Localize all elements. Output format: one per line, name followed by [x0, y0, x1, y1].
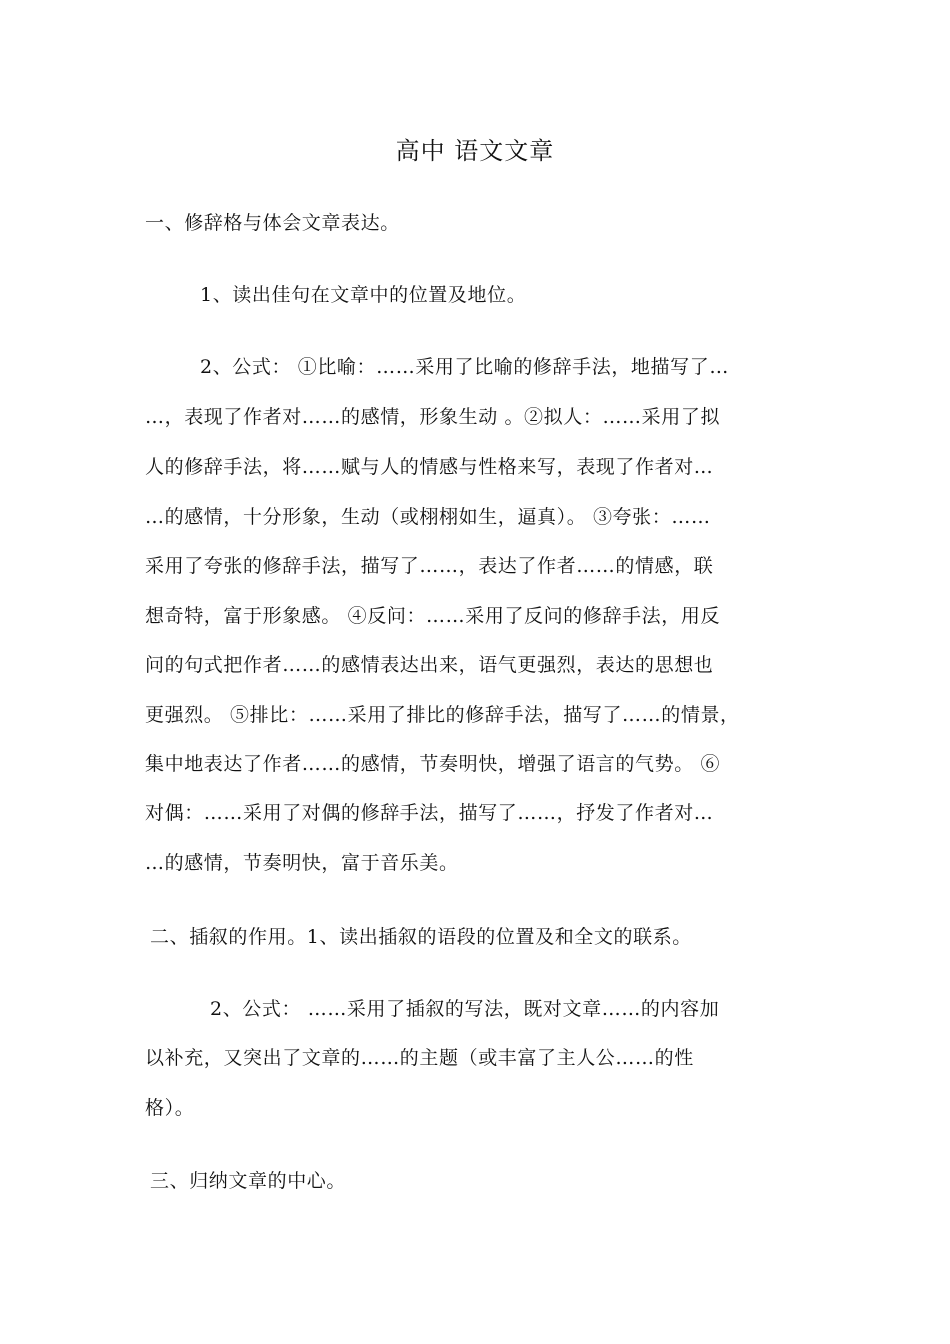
section-1-heading: 一、修辞格与体会文章表达。	[145, 212, 400, 234]
section-1-formula-line: 问的句式把作者……的感情表达出来，语气更强烈，表达的思想也	[145, 654, 714, 676]
section-1-formula-line: 采用了夸张的修辞手法，描写了……，表达了作者……的情感，联	[145, 555, 714, 577]
section-1-step-1: 1、读出佳句在文章中的位置及地位。	[200, 284, 527, 306]
section-1-formula-line: …，表现了作者对……的感情，形象生动 。②拟人：……采用了拟	[145, 406, 721, 428]
section-2-formula-line: 2、公式： ……采用了插叙的写法，既对文章……的内容加	[210, 998, 720, 1020]
section-2-formula-line: 格）。	[145, 1097, 195, 1119]
section-1-formula-line: 人的修辞手法，将……赋与人的情感与性格来写，表现了作者对…	[145, 456, 714, 478]
section-1-formula-line: 对偶：……采用了对偶的修辞手法，描写了……，抒发了作者对…	[145, 802, 714, 824]
page-title: 高中 语文文章	[395, 137, 555, 165]
section-1-formula-line: …的感情，节奏明快，富于音乐美。	[145, 852, 459, 874]
section-1-formula-line: …的感情，十分形象，生动（或栩栩如生，逼真）。 ③夸张：……	[145, 506, 711, 528]
section-1-formula-line: 更强烈。 ⑤排比：……采用了排比的修辞手法，描写了……的情景，	[145, 704, 740, 726]
section-2-formula-line: 以补充，又突出了文章的……的主题（或丰富了主人公……的性	[145, 1047, 694, 1069]
section-1-formula-line: 2、公式： ①比喻：……采用了比喻的修辞手法，地描写了…	[200, 356, 729, 378]
section-3-heading: 三、归纳文章的中心。	[150, 1170, 347, 1192]
section-1-formula-line: 集中地表达了作者……的感情，节奏明快，增强了语言的气势。 ⑥	[145, 753, 721, 775]
section-1-formula-line: 想奇特，富于形象感。 ④反问：……采用了反问的修辞手法，用反	[145, 605, 721, 627]
section-2-heading: 二、插叙的作用。1、读出插叙的语段的位置及和全文的联系。	[150, 926, 692, 948]
